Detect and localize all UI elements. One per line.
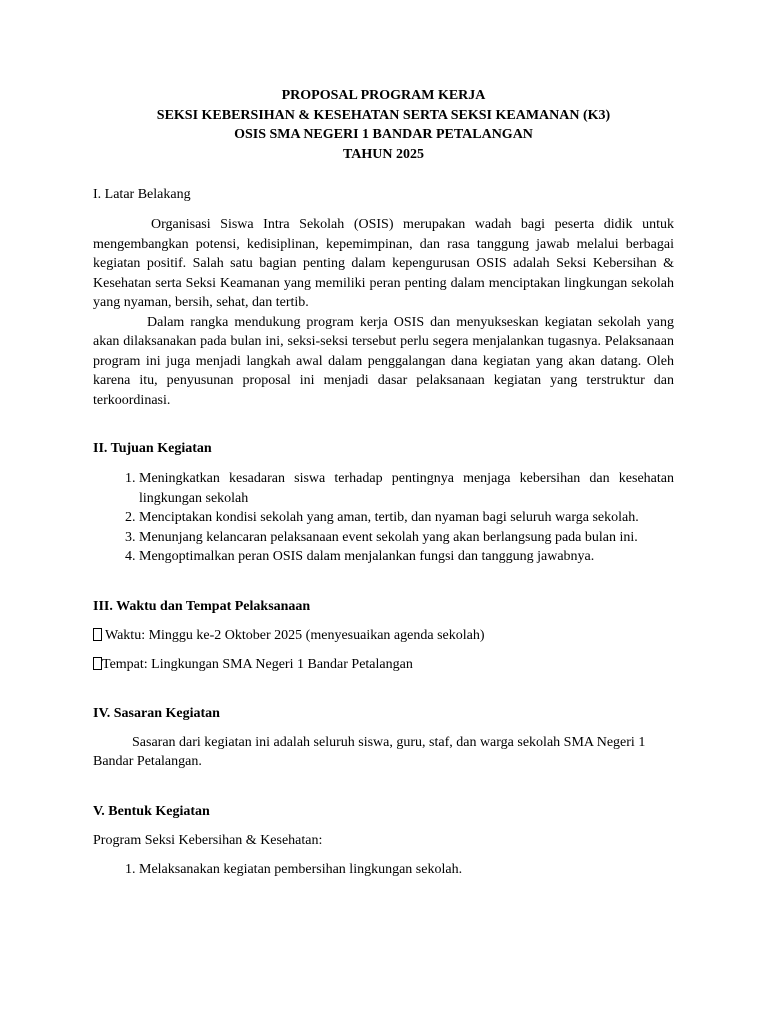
document-content — [93, 86, 674, 879]
section-4-paragraph: Sasaran dari kegiatan ini adalah seluruh siswa, guru, staf, dan warga sekolah SMA Negeri 1 Bandar Petalangan. — [93, 734, 646, 769]
tempat-text: Tempat: Lingkungan SMA Negeri 1 Bandar Petalangan — [102, 656, 413, 672]
section-4-heading: IV. Sasaran Kegiatan — [93, 705, 220, 721]
section-2-list — [93, 469, 674, 567]
section-1-heading: I. Latar Belakang — [93, 187, 191, 202]
section-5-list — [93, 860, 674, 880]
section-1-paragraph-2: Dalam rangka mendukung program kerja OSIS dan menyukseskan kegiatan sekolah yang akan dilaksanakan pada bulan ini, seksi-seksi tersebut perlu segera menjalankan tugasnya. Pelaksanaan program ini juga menjadi langkah awal dalam penggalangan dana kegiatan yang akan datang. Oleh karena itu, penyusunan proposal ini menjadi dasar pelaksanaan kegiatan yang terstruktur dan terkoordinasi. — [93, 314, 674, 408]
title-line-3: OSIS SMA NEGERI 1 BANDAR PETALANGAN — [234, 127, 533, 142]
tempat-line — [93, 655, 674, 675]
list-item: 3. Menunjang kelancaran pelaksanaan event sekolah yang akan berlangsung pada bulan ini. — [139, 528, 674, 548]
section-5-heading: V. Bentuk Kegiatan — [93, 803, 210, 819]
list-item: 4. Mengoptimalkan peran OSIS dalam menjalankan fungsi dan tanggung jawabnya. — [139, 547, 674, 567]
title-line-4: TAHUN 2025 — [342, 146, 425, 162]
missing-glyph-icon — [93, 657, 102, 670]
section-5-subheading: Program Seksi Kebersihan & Kesehatan: — [93, 832, 323, 848]
list-item: 1. Meningkatkan kesadaran siswa terhadap pentingnya menjaga kebersihan dan kesehatan lingkungan sekolah — [139, 469, 674, 508]
section-3-heading: III. Waktu dan Tempat Pelaksanaan — [93, 598, 311, 614]
list-item: 1. Melaksanakan kegiatan pembersihan lingkungan sekolah. — [139, 860, 674, 880]
section-1-paragraph-1: Organisasi Siswa Intra Sekolah (OSIS) merupakan wadah bagi peserta didik untuk mengembangkan potensi, kedisiplinan, kepemimpinan, dan rasa tanggung jawab melalui berbagai kegiatan positif. Salah satu bagian penting dalam kepengurusan OSIS adalah Seksi Kebersihan & Kesehatan serta Seksi Keamanan yang memiliki peran penting dalam menciptakan lingkungan sekolah yang nyaman, bersih, sehat, dan tertib. — [93, 217, 674, 310]
waktu-text: Waktu: Minggu ke-2 Oktober 2025 (menyesuaikan agenda sekolah) — [105, 627, 485, 643]
title-line-1: PROPOSAL PROGRAM KERJA — [281, 88, 486, 103]
waktu-line — [93, 626, 674, 646]
list-item: 2. Menciptakan kondisi sekolah yang aman, tertib, dan nyaman bagi seluruh warga sekolah. — [139, 508, 674, 528]
title-line-2: SEKSI KEBERSIHAN & KESEHATAN SERTA SEKSI KEAMANAN (K3) — [156, 107, 611, 123]
section-2-heading: II. Tujuan Kegiatan — [93, 441, 212, 456]
document-title — [93, 86, 674, 164]
missing-glyph-icon — [93, 628, 102, 641]
